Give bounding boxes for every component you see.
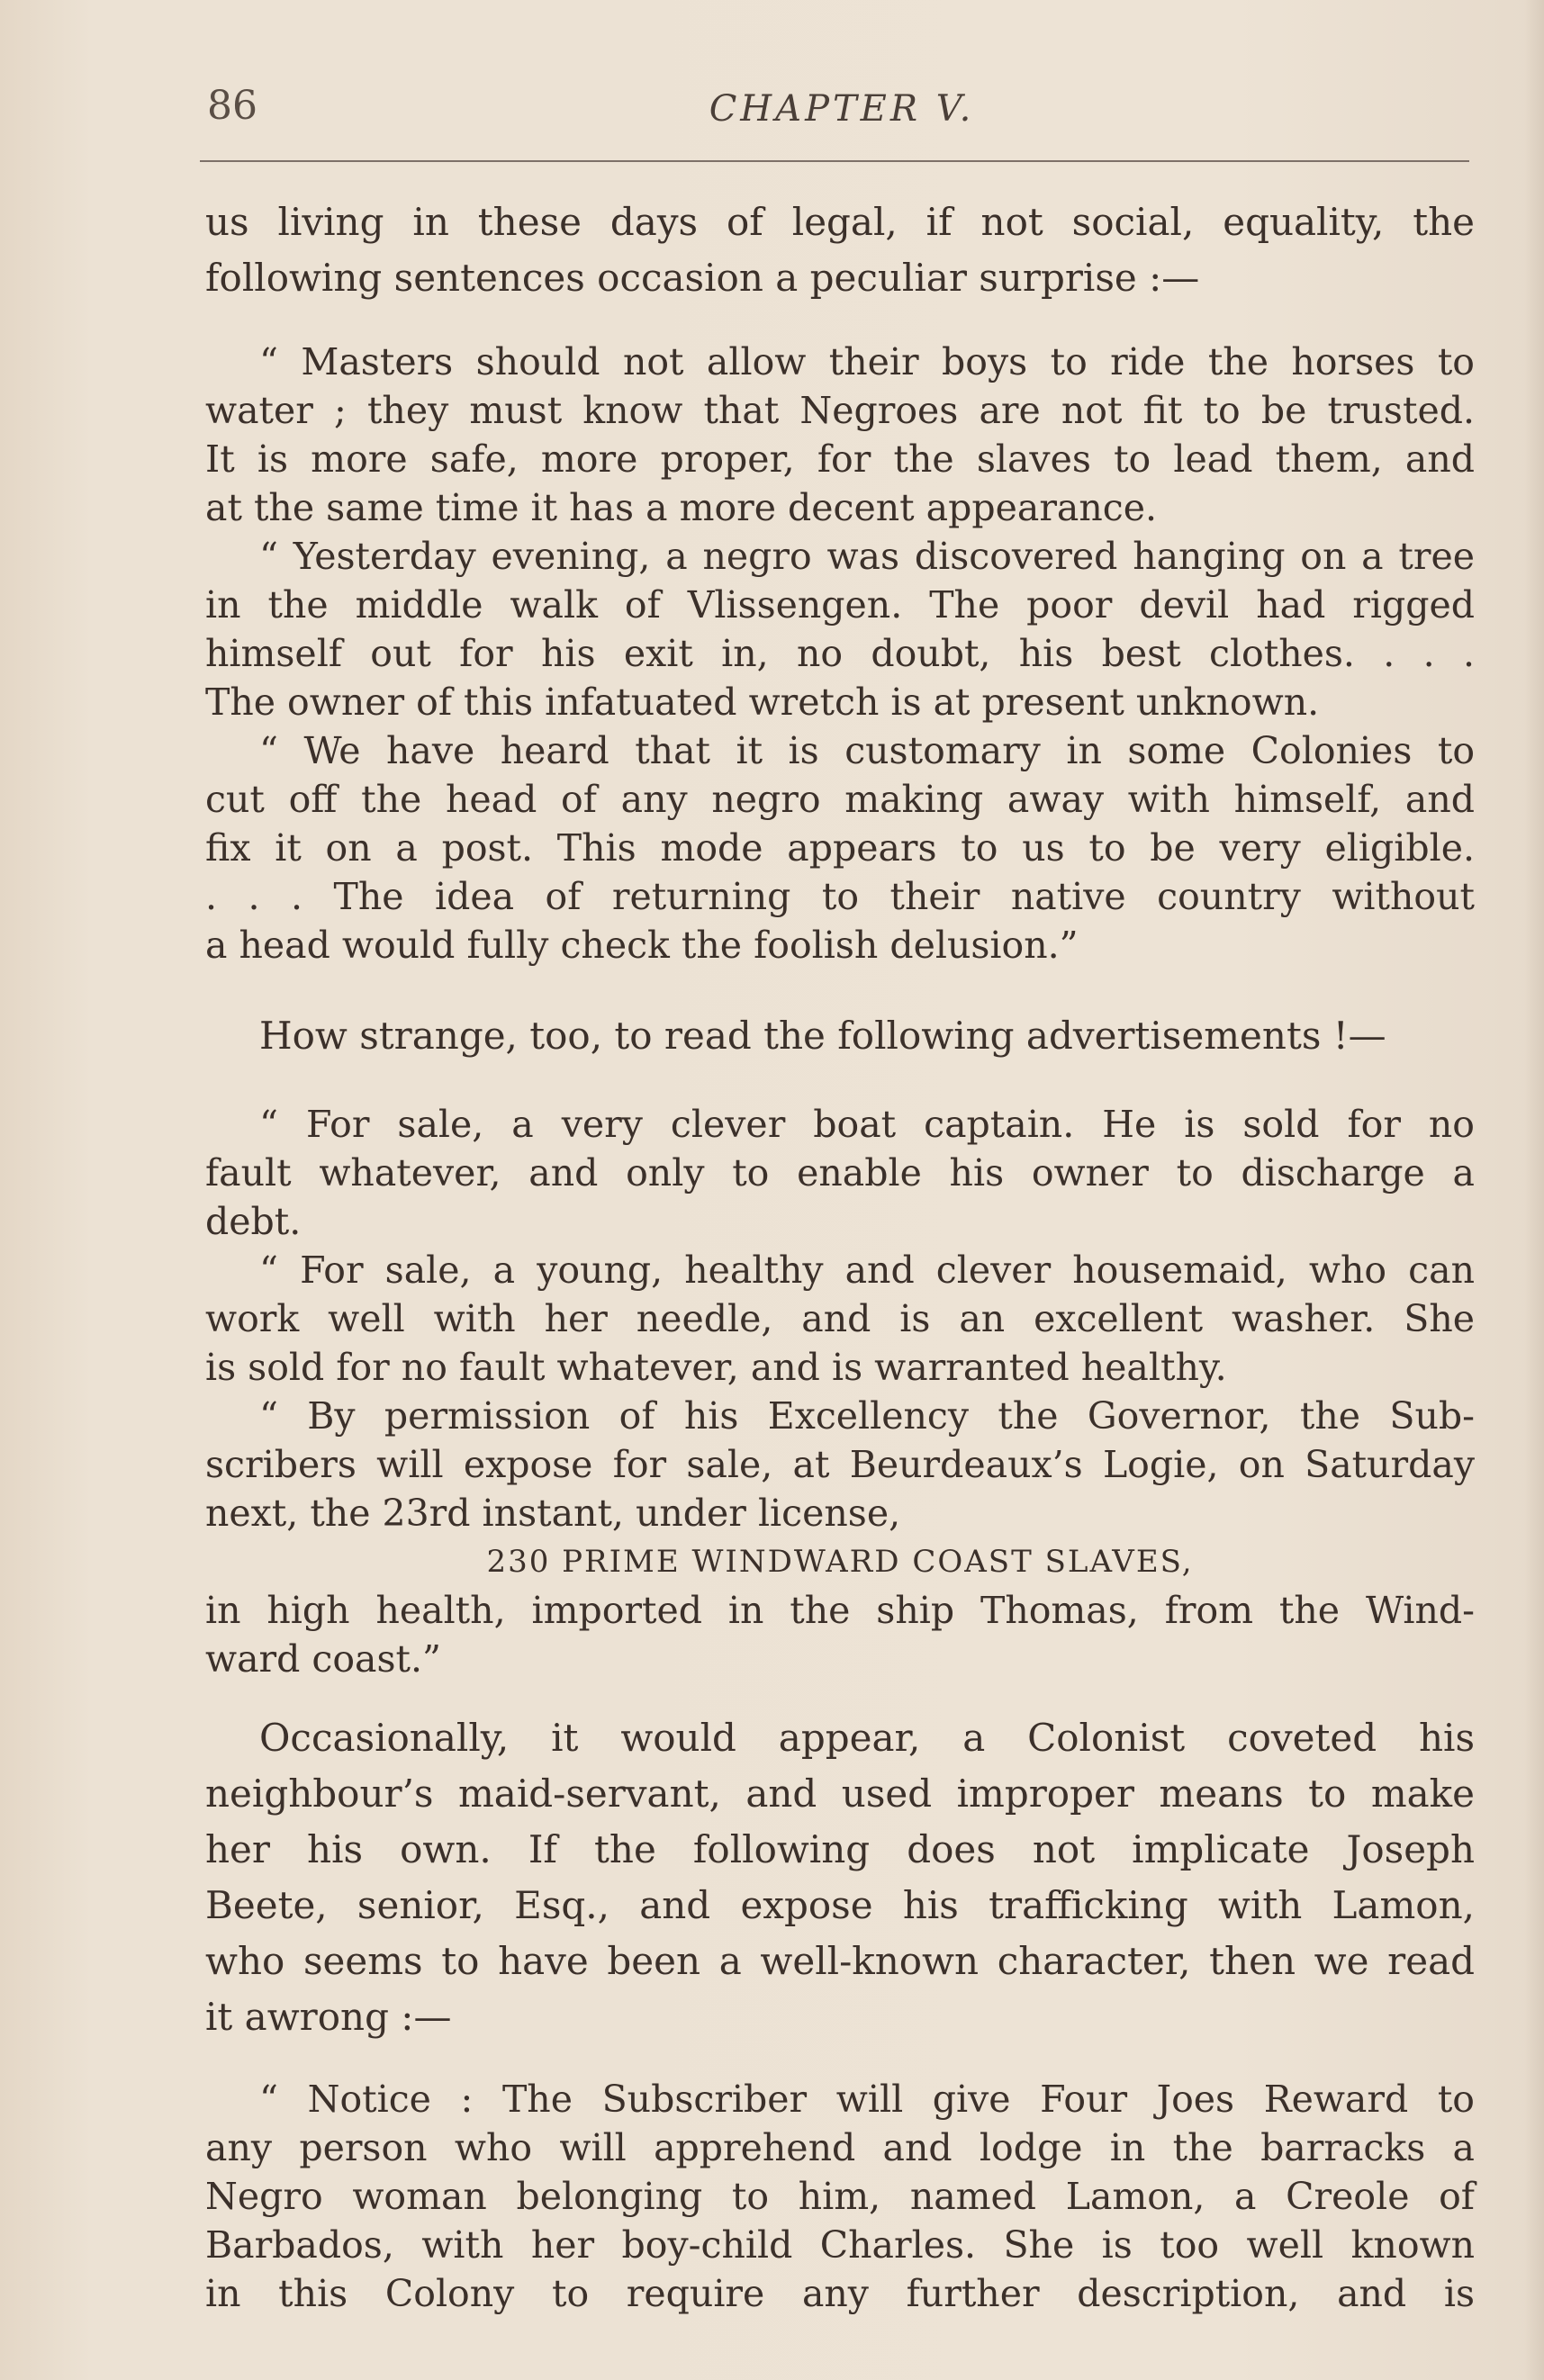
text-line: in the middle walk of Vlissengen. The poor devil had rigged [205,583,1475,627]
text-line: ward coast.” [205,1637,442,1681]
chapter-title: CHAPTER V. [709,88,975,130]
text-line: . . . The idea of returning to their native country without [205,875,1475,918]
text-line: her his own. If the following does not implicate Joseph [205,1827,1475,1871]
text-line: “ Yesterday evening, a negro was discovered hanging on a tree [259,535,1475,578]
text-line: neighbour’s maid-servant, and used improper means to make [205,1771,1475,1816]
paragraph-colonist [205,1710,1475,2045]
text-line: in this Colony to require any further description, and is [205,2272,1475,2315]
text-line: 230 PRIME WINDWARD COAST SLAVES, [486,1544,1194,1580]
advertisements-intro [205,1008,1475,1064]
text-line: work well with her needle, and is an excellent washer. She [205,1297,1475,1340]
page-edge-shadow [1524,0,1544,2380]
quote-block-advertisements [205,1100,1475,1683]
page-number: 86 [207,83,257,129]
text-line: Barbados, with her boy-child Charles. She is too well known [205,2223,1475,2267]
header-rule [200,160,1469,162]
text-line: himself out for his exit in, no doubt, his best clothes. . . . [205,632,1475,675]
text-line: “ Masters should not allow their boys to ride the horses to [259,340,1475,383]
text-line: Negro woman belonging to him, named Lamon, a Creole of [205,2175,1475,2218]
text-line: How strange, too, to read the following advertisements !— [259,1014,1386,1058]
text-line: The owner of this infatuated wretch is at present unknown. [205,681,1320,724]
text-line: fault whatever, and only to enable his owner to discharge a [205,1151,1475,1195]
text-line: water ; they must know that Negroes are not fit to be trusted. [205,389,1475,432]
text-line: Occasionally, it would appear, a Colonist coveted his [259,1716,1475,1760]
text-line: a head would fully check the foolish delusion.” [205,924,1079,967]
text-line: it awrong :— [205,1995,452,2039]
text-line: at the same time it has a more decent appearance. [205,486,1158,529]
text-line: It is more safe, more proper, for the slaves to lead them, and [205,437,1475,481]
text-line: any person who will apprehend and lodge in the barracks a [205,2126,1475,2169]
text-line: following sentences occasion a peculiar surprise :— [205,256,1200,300]
text-line: cut off the head of any negro making away with himself, and [205,778,1475,821]
intro-paragraph [205,194,1475,306]
text-line: next, the 23rd instant, under license, [205,1492,901,1535]
text-line: who seems to have been a well-known character, then we read [205,1939,1475,1983]
running-head [207,83,1476,146]
text-line: fix it on a post. This mode appears to us to be very eligible. [205,826,1475,870]
text-line: “ For sale, a very clever boat captain. He is sold for no [259,1103,1475,1146]
text-line: scribers will expose for sale, at Beurdeaux’s Logie, on Saturday [205,1443,1475,1486]
text-line: is sold for no fault whatever, and is warranted healthy. [205,1346,1227,1389]
text-line: “ We have heard that it is customary in some Colonies to [259,729,1475,772]
text-line: “ For sale, a young, healthy and clever housemaid, who can [259,1249,1475,1292]
text-line: us living in these days of legal, if not social, equality, the [205,200,1475,244]
quote-block-editorial [205,338,1475,969]
text-line: “ Notice : The Subscriber will give Four Joes Reward to [259,2078,1475,2121]
text-line: Beete, senior, Esq., and expose his trafficking with Lamon, [205,1883,1475,1927]
text-line: “ By permission of his Excellency the Governor, the Sub- [259,1394,1475,1438]
text-line: debt. [205,1200,302,1243]
quote-block-notice [205,2075,1475,2318]
text-line: in high health, imported in the ship Thomas, from the Wind- [205,1589,1475,1632]
